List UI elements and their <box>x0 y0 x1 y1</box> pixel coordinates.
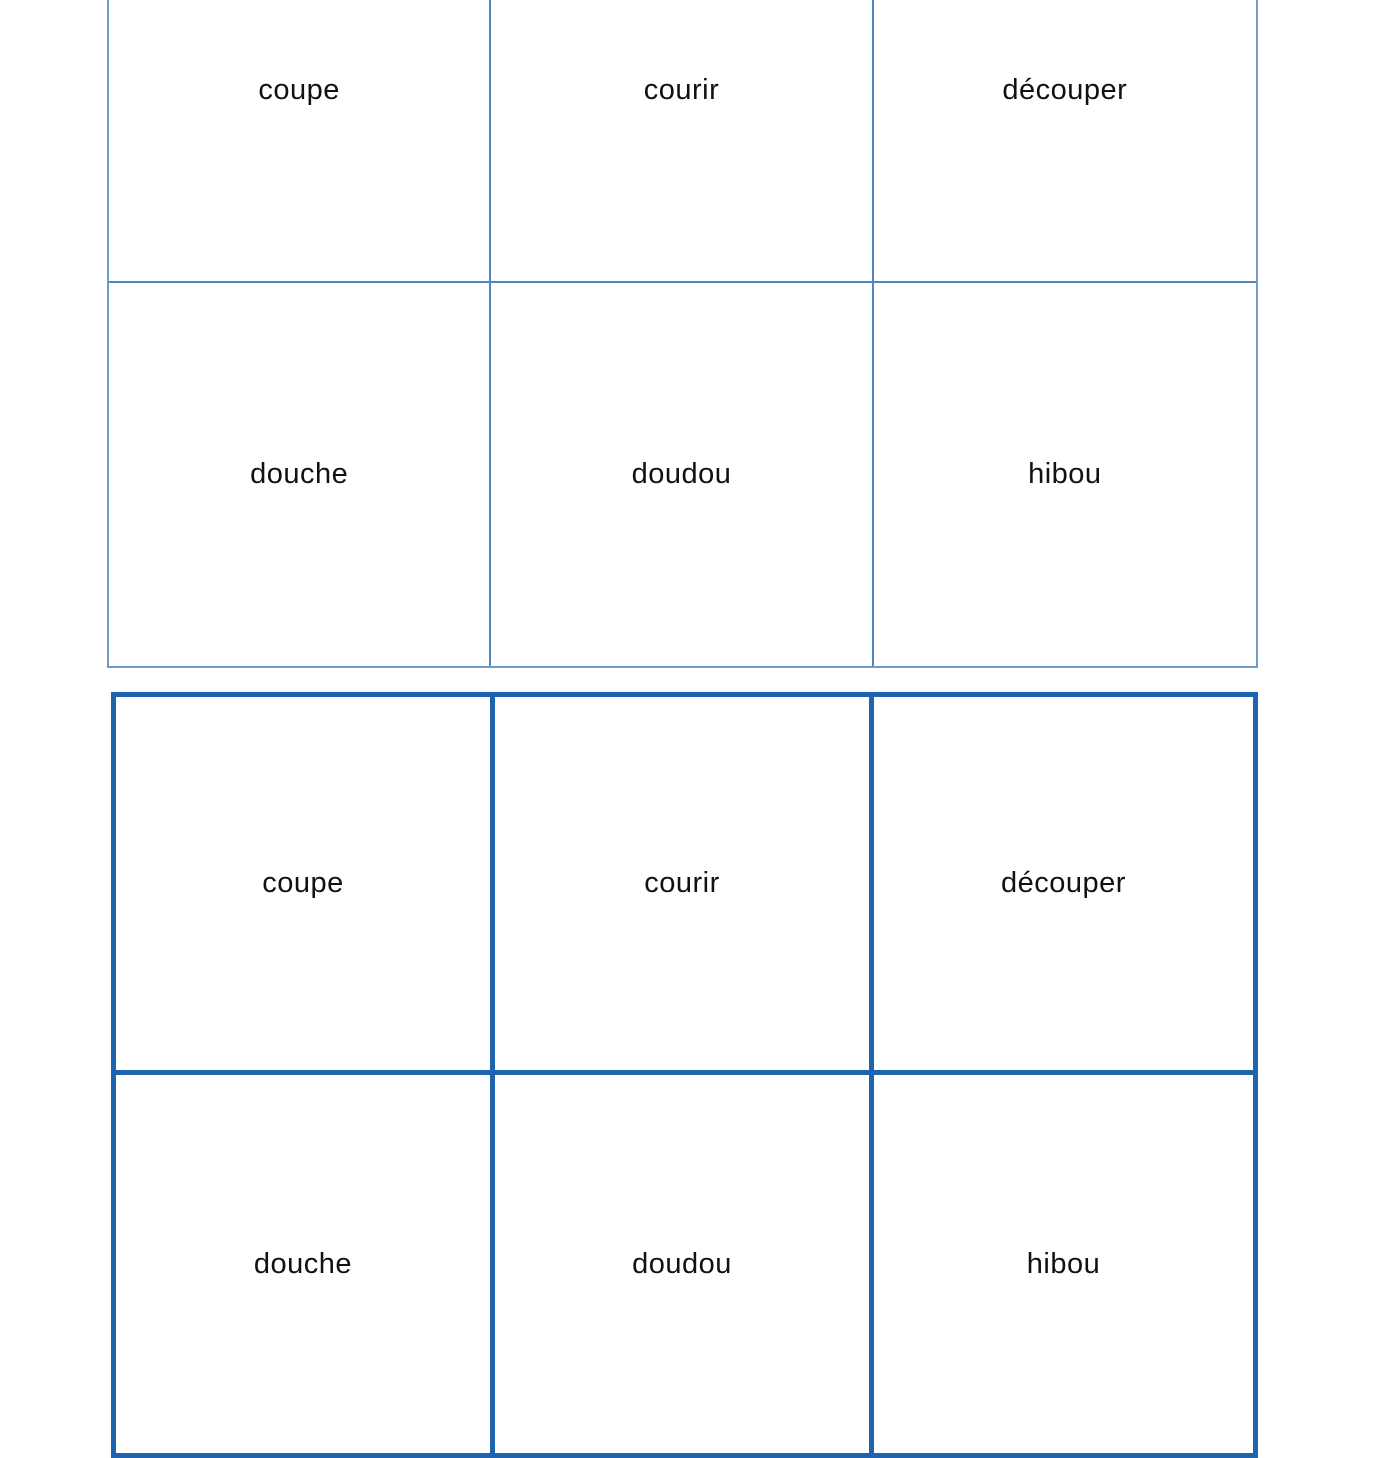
word-card: courir <box>491 0 873 283</box>
word-card: découper <box>874 697 1253 1075</box>
word-card: coupe <box>109 0 491 283</box>
word-card: hibou <box>1028 458 1102 490</box>
word-card: découper <box>874 0 1256 283</box>
word-card-grid-thin <box>107 0 1258 668</box>
word-card: courir <box>495 697 874 1075</box>
word-card: coupe <box>116 697 495 1075</box>
word-card-grid-thick <box>111 692 1258 1458</box>
word-card: douche <box>109 283 491 666</box>
word-card: doudou <box>491 283 873 666</box>
word-card: hibou <box>1026 1247 1101 1280</box>
word-card: douche <box>116 1075 495 1453</box>
word-card: doudou <box>495 1075 874 1453</box>
